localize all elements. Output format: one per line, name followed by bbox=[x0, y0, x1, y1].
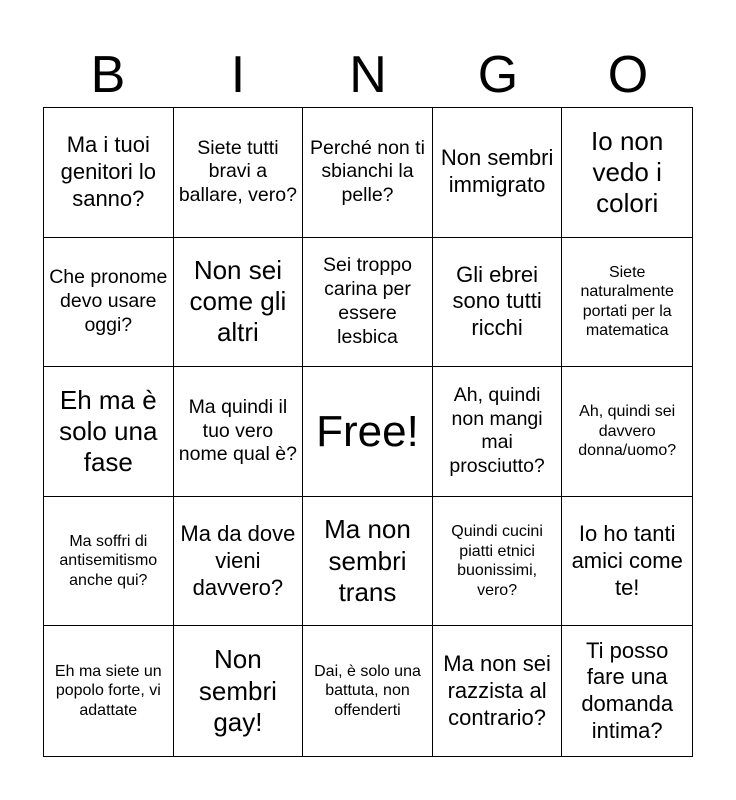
bingo-cell[interactable]: Ti posso fare una domanda intima? bbox=[581, 637, 674, 744]
bingo-cell[interactable]: Io non vedo i colori bbox=[562, 108, 692, 238]
header-letter-g: G bbox=[477, 46, 519, 104]
bingo-cell[interactable]: Eh ma siete un popolo forte, vi adattate bbox=[44, 626, 174, 756]
header-letter-i: I bbox=[230, 46, 246, 104]
bingo-cell[interactable]: Non sei come gli altri bbox=[174, 238, 304, 368]
bingo-cell[interactable]: Ma non sei razzista al contrario? bbox=[433, 626, 563, 756]
bingo-cell[interactable]: Non sembri immigrato bbox=[433, 108, 563, 238]
header-letter-o: O bbox=[607, 46, 649, 104]
bingo-board bbox=[43, 107, 693, 757]
bingo-cell[interactable]: Io ho tanti amici come te! bbox=[562, 497, 692, 627]
bingo-cell[interactable]: Ma i tuoi genitori lo sanno? bbox=[44, 108, 174, 238]
header-letter-n: N bbox=[349, 46, 387, 104]
bingo-header bbox=[43, 42, 693, 108]
bingo-cell[interactable]: Siete naturalmente portati per la matematica bbox=[562, 238, 692, 368]
free-space[interactable]: Free! bbox=[303, 367, 433, 497]
header-letter-b: B bbox=[90, 46, 126, 104]
bingo-cell[interactable]: Che pronome devo usare oggi? bbox=[44, 238, 174, 368]
bingo-cell[interactable]: Ah, quindi non mangi mai prosciutto? bbox=[433, 367, 563, 497]
bingo-cell[interactable]: Perché non ti sbianchi la pelle? bbox=[303, 108, 433, 238]
bingo-cell[interactable]: Eh ma è solo una fase bbox=[44, 367, 174, 497]
bingo-cell[interactable]: Quindi cucini piatti etnici buonissimi, vero? bbox=[433, 497, 563, 627]
bingo-cell[interactable]: Ah, quindi sei davvero donna/uomo? bbox=[562, 367, 692, 497]
bingo-cell[interactable]: Siete tutti bravi a ballare, vero? bbox=[174, 108, 304, 238]
bingo-cell[interactable]: Gli ebrei sono tutti ricchi bbox=[433, 238, 563, 368]
bingo-cell[interactable]: Dai, è solo una battuta, non offenderti bbox=[303, 626, 433, 756]
bingo-cell[interactable]: Ma soffri di antisemitismo anche qui? bbox=[44, 497, 174, 627]
bingo-cell[interactable]: Ma non sembri trans bbox=[303, 497, 433, 627]
bingo-cell[interactable]: Ma quindi il tuo vero nome qual è? bbox=[174, 367, 304, 497]
bingo-cell[interactable]: Non sembri gay! bbox=[174, 626, 304, 756]
bingo-cell[interactable]: Ma da dove vieni davvero? bbox=[174, 497, 304, 627]
bingo-cell[interactable]: Sei troppo carina per essere lesbica bbox=[303, 238, 433, 368]
